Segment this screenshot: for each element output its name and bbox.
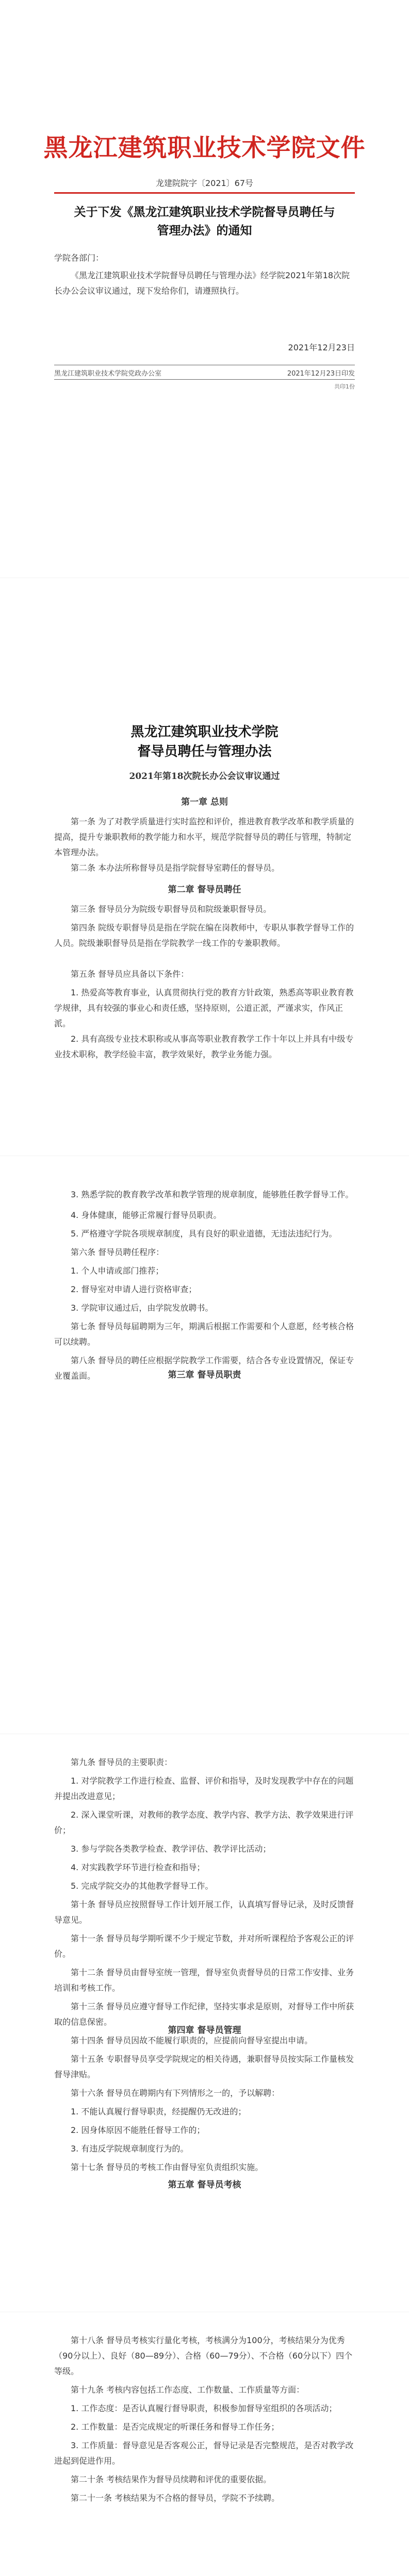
measure-title-line1: 黑龙江建筑职业技术学院 [130,724,279,740]
article-paragraph: 第二条 本办法所称督导员是指学院督导室聘任的督导员。 [71,863,280,873]
article-paragraph: 1. 工作态度：是否认真履行督导职责，积极参加督导室组织的各项活动； [71,2403,337,2413]
article-paragraph: 第十八条 督导员考核实行量化考核，考核满分为100分，考核结果分为优秀（90分以上）、良好（80—89分）、合格（60—79分）、不合格（60分以下）四个等级。 [54,2335,353,2376]
notice-body: 《黑龙江建筑职业技术学院督导员聘任与管理办法》经学院2021年第18次院长办公会议审议通过，现下发给你们，请遵照执行。 [54,270,350,296]
article-paragraph: 第一条 为了对教学质量进行实时监控和评价，推进教育教学改革和教学质量的提高，提升专兼职教师的教学能力和水平，规范学院督导员的聘任与管理，特制定本管理办法。 [54,817,354,857]
notice-page [0,0,409,578]
article-paragraph: 2. 督导室对申请人进行资格审查； [71,1284,197,1294]
article-item: 3. 熟悉学院的教育教学改革和教学管理的规章制度，能够胜任教学督导工作。 [71,1190,354,1199]
article-paragraph: 第四条 院级专职督导员是指在学院在编在岗教师中，专职从事教学督导工作的人员。院级兼职督导员是指在学院教学一线工作的专兼职教师。 [54,923,354,948]
article-paragraph: 第十三条 督导员应遵守督导工作纪律，坚持实事求是原则，对督导工作中所获取的信息保密。 [54,2002,354,2027]
article-paragraph: 第五条 督导员应具备以下条件： [71,969,189,979]
article-paragraph: 第八条 督导员的聘任应根据学院教学工作需要，结合各专业设置情况，保证专业覆盖面。 [54,1355,354,1381]
article-paragraph: 3. 参与学院各类教学检查、教学评估、教学评比活动； [71,1844,271,1854]
measure-page-2 [0,1156,409,1734]
document-number: 龙建院院字〔2021〕67号 [155,178,254,188]
measure-page-1 [0,578,409,1156]
article-paragraph: 第二十条 考核结果作为督导员续聘和评优的重要依据。 [71,2475,272,2484]
footer-issuance [54,368,355,378]
greeting: 学院各部门： [54,253,104,263]
article-paragraph: 5. 完成学院交办的其他教学督导工作。 [71,1881,214,1891]
red-divider [54,192,355,194]
article-paragraph: 第十五条 专职督导员享受学院规定的相关待遇，兼职督导员按实际工作量核发督导津贴。 [54,2054,354,2079]
article-paragraph: 第十四条 督导员因故不能履行职责的，应提前向督导室提出申请。 [71,2036,313,2045]
article-paragraph: 第十七条 督导员的考核工作由督导室负责组织实施。 [71,2162,264,2172]
article-paragraph: 2. 深入课堂听课，对教师的教学态度、教学内容、教学方法、教学效果进行评价； [54,1810,354,1835]
measure-subtitle: 2021年第18次院长办公会议审议通过 [129,771,280,782]
article-paragraph: 第十六条 督导员在聘期内有下列情形之一的，予以解聘： [71,2088,280,2098]
notice-title: 关于下发《黑龙江建筑职业技术学院督导员聘任与管理办法》的通知 [74,206,335,238]
article-paragraph: 4. 身体健康，能够正常履行督导员职责。 [71,1210,222,1220]
article-paragraph: 第九条 督导员的主要职责： [71,1757,173,1767]
footer-rule-bottom [54,379,355,380]
measure-page-4 [0,2312,409,2576]
measure-page-3 [0,1734,409,2312]
article-paragraph: 1. 对学院教学工作进行检查、监督、评价和指导，及时发现教学中存在的问题并提出改进意见； [54,1776,354,1801]
footer-issue-date: 2021年12月23日印发 [287,370,355,378]
article-paragraph: 3. 有违反学院规章制度行为的。 [71,2144,189,2154]
article-paragraph: 第二十一条 考核结果为不合格的督导员，学院不予续聘。 [71,2493,280,2503]
article-paragraph: 第十一条 督导员每学期听课不少于规定节数，并对所听课程给予客观公正的评价。 [54,1934,354,1959]
article-item: 1. 热爱高等教育事业，认真贯彻执行党的教育方针政策，熟悉高等职业教育教学规律，具有较强的事业心和责任感，坚持原则，公道正派，严谨求实，作风正派。 [54,988,354,1028]
article-paragraph: 2. 工作数量：是否完成规定的听课任务和督导工作任务； [71,2422,280,2432]
article-paragraph: 5. 严格遵守学院各项规章制度，具有良好的职业道德，无违法违纪行为。 [71,1229,337,1239]
org-title: 黑龙江建筑职业技术学院文件 [43,134,366,162]
footer-issuer: 黑龙江建筑职业技术学院党政办公室 [54,370,162,378]
article-paragraph: 第十二条 督导员由督导室统一管理，督导室负责督导员的日常工作安排、业务培训和考核工作。 [54,1968,354,1993]
article-paragraph: 第三条 督导员分为院级专职督导员和院级兼职督导员。 [71,904,272,914]
chapter-heading: 第五章 督导员考核 [168,2180,241,2190]
article-paragraph: 1. 个人申请或部门推荐； [71,1266,164,1276]
article-paragraph: 第六条 督导员聘任程序： [71,1247,165,1257]
article-item: 2. 具有高级专业技术职称或从事高等职业教育教学工作十年以上并具有中级专业技术职称，教学经验丰富，教学效果好，教学业务能力强。 [54,1034,354,1059]
article-paragraph: 第十条 督导员应按照督导工作计划开展工作，认真填写督导记录，及时反馈督导意见。 [54,1900,354,1925]
article-paragraph: 第七条 督导员每届聘期为三年，期满后根据工作需要和个人意愿，经考核合格可以续聘。 [54,1321,354,1347]
article-paragraph: 3. 学院审议通过后，由学院发放聘书。 [71,1303,214,1313]
article-paragraph: 1. 不能认真履行督导职责，经提醒仍无改进的； [71,2107,247,2116]
chapter-heading: 第四章 督导员管理 [168,2025,241,2036]
article-paragraph: 第十九条 考核内容包括工作态度、工作数量、工作质量等方面： [71,2385,305,2395]
chapter-heading: 第二章 督导员聘任 [168,885,241,895]
notice-date: 2021年12月23日 [288,343,355,352]
chapter-heading: 第三章 督导员职责 [168,1370,241,1380]
article-paragraph: 2. 因身体原因不能胜任督导工作的； [71,2125,205,2135]
chapter-heading: 第一章 总则 [181,797,228,807]
article-paragraph: 3. 工作质量：督导意见是否客观公正，督导记录是否完整规范，是否对教学改进起到促进作用。 [54,2441,354,2466]
copies-note: 共印1份 [334,383,355,390]
article-paragraph: 4. 对实践教学环节进行检查和指导； [71,1862,205,1872]
measure-title-line2: 督导员聘任与管理办法 [137,744,272,759]
